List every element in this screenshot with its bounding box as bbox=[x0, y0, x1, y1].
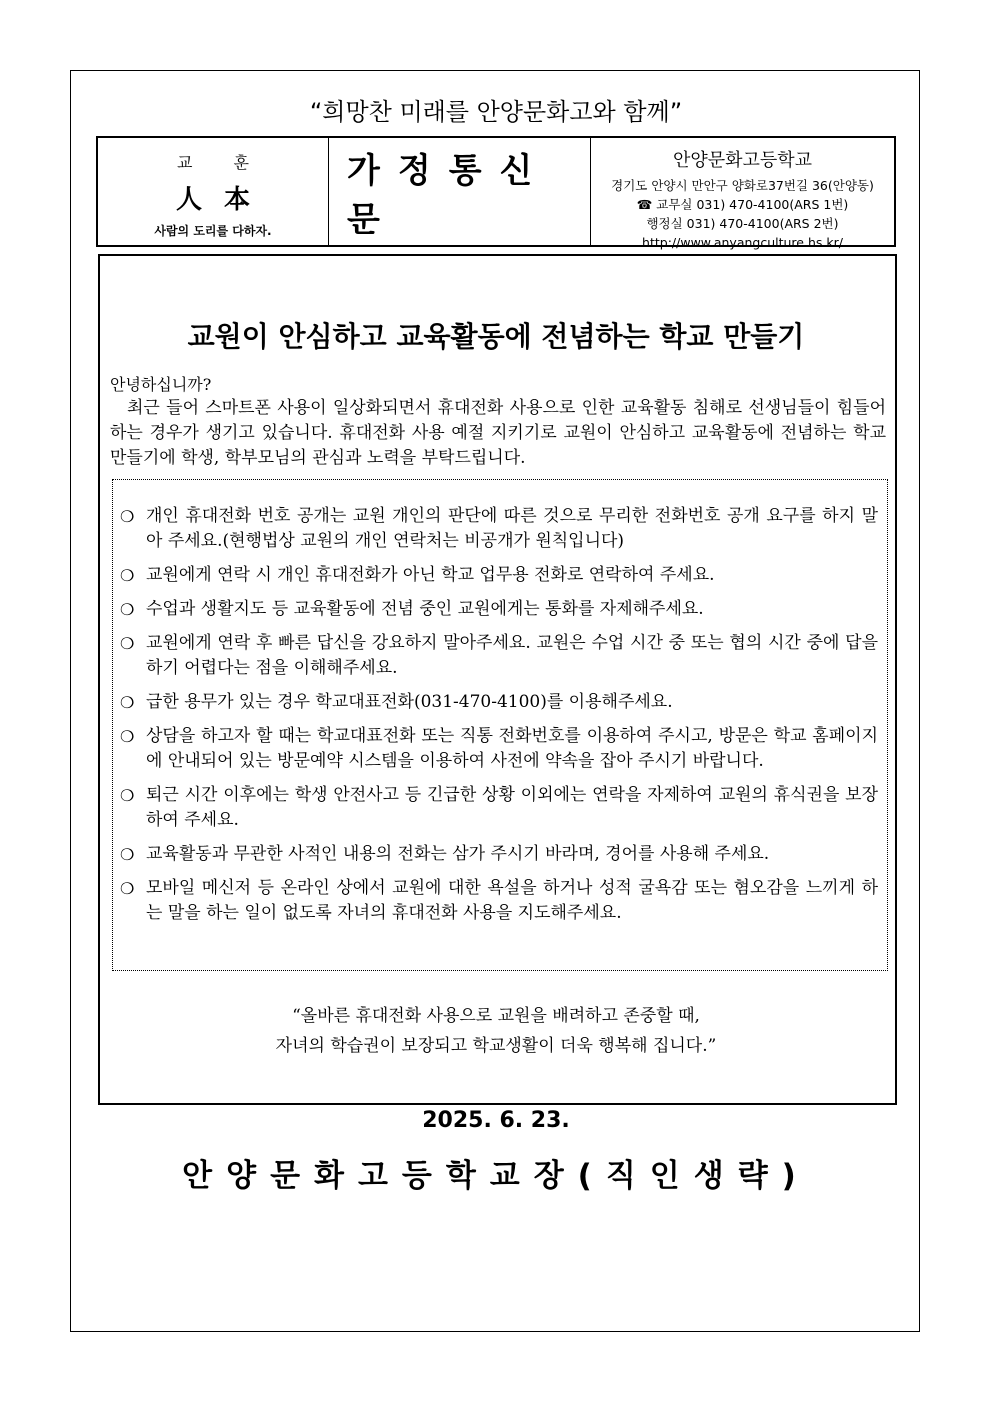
circle-bullet-icon: ❍ bbox=[120, 693, 135, 712]
closing-line-1: “올바른 휴대전화 사용으로 교원을 배려하고 존중할 때, bbox=[292, 1006, 700, 1026]
motto-main: 人本 bbox=[175, 185, 272, 215]
closing-quote bbox=[0, 1001, 992, 1061]
item-text: 교육활동과 무관한 사적인 내용의 전화는 삼가 주시기 바라며, 경어를 사용해 주세요. bbox=[146, 844, 770, 864]
circle-bullet-icon: ❍ bbox=[120, 845, 135, 864]
item-text: 교원에게 연락 후 빠른 답신을 강요하지 말아주세요. 교원은 수업 시간 중 또는 협의 시간 중에 답을 하기 어렵다는 점을 이해해주세요. bbox=[146, 633, 878, 678]
list-item bbox=[120, 597, 878, 622]
greeting: 안녕하십니까? bbox=[110, 375, 212, 394]
list-item bbox=[120, 842, 878, 867]
closing-line-2: 자녀의 학습권이 보장되고 학교생활이 더욱 행복해 집니다.” bbox=[275, 1036, 717, 1056]
circle-bullet-icon: ❍ bbox=[120, 566, 135, 585]
letter-header bbox=[96, 136, 896, 250]
item-text: 퇴근 시간 이후에는 학생 안전사고 등 긴급한 상황 이외에는 연락을 자제하여 교원의 휴식권을 보장하여 주세요. bbox=[146, 785, 878, 830]
list-item bbox=[120, 504, 878, 554]
intro-paragraph: 최근 들어 스마트폰 사용이 일상화되면서 휴대전화 사용으로 인한 교육활동 침해로 선생님들이 힘들어하는 경우가 생기고 있습니다. 휴대전화 사용 예절 지키기로 교원이 안심하고 교육활동에 전념하는 학교 만들기에 학생, 학부모님의 관심과 노력을 부탁드립니다. bbox=[110, 398, 886, 468]
school-name: 안양문화고등학교 bbox=[672, 150, 813, 171]
circle-bullet-icon: ❍ bbox=[120, 507, 135, 526]
school-info-cell bbox=[591, 138, 894, 250]
guideline-list bbox=[120, 504, 878, 935]
list-item bbox=[120, 631, 878, 681]
list-item bbox=[120, 724, 878, 774]
item-text: 모바일 메신저 등 온라인 상에서 교원에 대한 욕설을 하거나 성적 굴욕감 또는 혐오감을 느끼게 하는 말을 하는 일이 없도록 자녀의 휴대전화 사용을 지도해주세요. bbox=[146, 878, 878, 923]
phone-office: ☎ 교무실 031) 470-4100(ARS 1번) bbox=[636, 197, 849, 212]
circle-bullet-icon: ❍ bbox=[120, 600, 135, 619]
school-slogan: “희망찬 미래를 안양문화고와 함께” bbox=[309, 98, 683, 126]
item-text: 교원에게 연락 시 개인 휴대전화가 아닌 학교 업무용 전화로 연락하여 주세요. bbox=[146, 565, 715, 585]
document-title: 가정통신문 bbox=[329, 138, 591, 245]
item-text: 개인 휴대전화 번호 공개는 교원 개인의 판단에 따른 것으로 무리한 전화번호 공개 요구를 하지 말아 주세요.(현행법상 교원의 개인 연락처는 비공개가 원칙입니다) bbox=[146, 506, 878, 551]
circle-bullet-icon: ❍ bbox=[120, 727, 135, 746]
item-text: 상담을 하고자 할 때는 학교대표전화 또는 직통 전화번호를 이용하여 주시고, 방문은 학교 홈페이지에 안내되어 있는 방문예약 시스템을 이용하여 사전에 약속을 잡아 주시기 바랍니다. bbox=[146, 726, 878, 771]
school-website-link[interactable]: http://www.anyangculture.hs.kr/ bbox=[642, 235, 843, 250]
school-address: 경기도 안양시 만안구 양화로37번길 36(안양동) bbox=[611, 178, 874, 193]
list-item bbox=[120, 783, 878, 833]
principal-signature: 안양문화고등학교장(직인생략) bbox=[182, 1158, 810, 1194]
phone-admin: 행정실 031) 470-4100(ARS 2번) bbox=[646, 216, 839, 231]
issue-date: 2025. 6. 23. bbox=[422, 1108, 570, 1133]
list-item bbox=[120, 876, 878, 926]
motto-subtitle: 사람의 도리를 다하자. bbox=[154, 224, 272, 238]
circle-bullet-icon: ❍ bbox=[120, 879, 135, 898]
circle-bullet-icon: ❍ bbox=[120, 634, 135, 653]
motto-label: 교 훈 bbox=[177, 153, 267, 172]
item-text: 수업과 생활지도 등 교육활동에 전념 중인 교원에게는 통화를 자제해주세요. bbox=[146, 599, 704, 619]
list-item bbox=[120, 563, 878, 588]
list-item bbox=[120, 690, 878, 715]
item-text: 급한 용무가 있는 경우 학교대표전화(031-470-4100)를 이용해주세요. bbox=[146, 692, 673, 712]
school-motto-cell bbox=[98, 138, 329, 245]
circle-bullet-icon: ❍ bbox=[120, 786, 135, 805]
letter-title: 교원이 안심하고 교육활동에 전념하는 학교 만들기 bbox=[187, 320, 805, 353]
